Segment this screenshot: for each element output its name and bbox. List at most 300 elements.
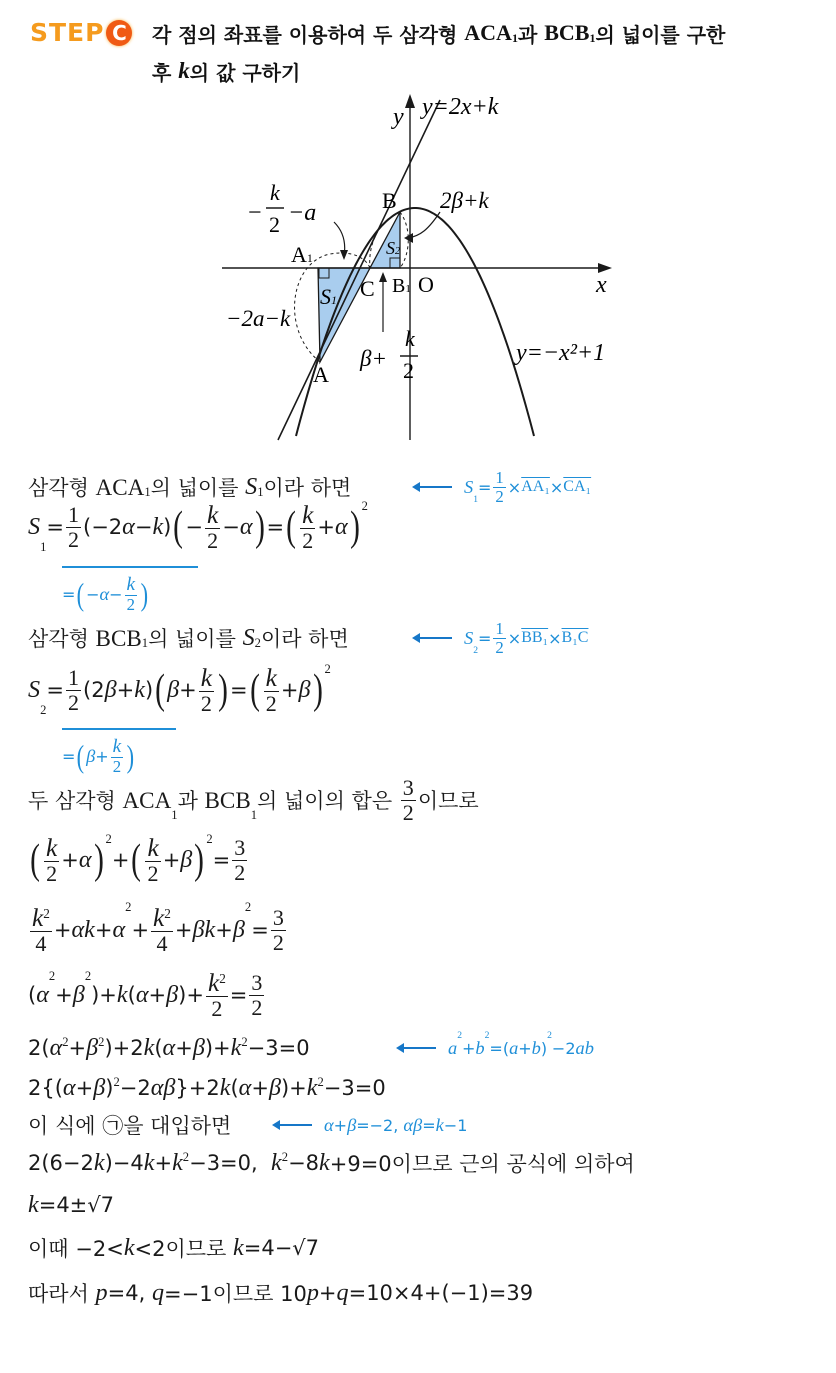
text-run: + bbox=[131, 918, 150, 942]
big-parenthesis: ( bbox=[173, 504, 184, 550]
math-variable: α bbox=[324, 1114, 334, 1135]
subscript: 1 bbox=[473, 494, 478, 505]
text-run: ( bbox=[127, 983, 136, 1007]
fraction-denominator bbox=[146, 862, 161, 885]
math-variable: k bbox=[435, 1114, 444, 1135]
underline-s2 bbox=[62, 728, 176, 730]
ca1-length-k: k bbox=[270, 180, 280, 205]
math-variable: k bbox=[112, 735, 122, 757]
fraction-numerator bbox=[271, 906, 286, 930]
big-parenthesis: ( bbox=[77, 576, 85, 612]
step-letter-circle: C bbox=[106, 20, 132, 46]
text-run: 2 bbox=[211, 996, 223, 1022]
solution-line bbox=[28, 1110, 231, 1140]
math-variable: α bbox=[162, 1034, 176, 1061]
fraction bbox=[30, 905, 52, 956]
math-variable: k bbox=[134, 676, 145, 703]
superscript: 2 bbox=[113, 1075, 120, 1089]
text-run: ) bbox=[105, 1076, 114, 1100]
superscript: 2 bbox=[457, 1030, 462, 1041]
area-s1-label: S1 bbox=[320, 284, 337, 309]
fraction-numerator bbox=[44, 835, 59, 863]
big-parenthesis: ) bbox=[218, 667, 228, 713]
fraction-numerator bbox=[30, 905, 52, 933]
text-run: 2 bbox=[46, 861, 58, 887]
text-run: }+2 bbox=[175, 1076, 220, 1100]
fraction-denominator bbox=[264, 692, 279, 715]
math-variable: α bbox=[99, 583, 110, 604]
text-run: × bbox=[548, 628, 562, 648]
big-parenthesis: ) bbox=[194, 837, 205, 883]
fraction-denominator bbox=[300, 529, 315, 552]
side-note bbox=[416, 618, 588, 658]
math-roman: BCB bbox=[204, 786, 251, 813]
fraction bbox=[206, 970, 228, 1021]
math-variable: β bbox=[347, 1114, 357, 1135]
solution-line bbox=[28, 1233, 319, 1263]
math-variable: k bbox=[265, 663, 277, 692]
text-run: 2 bbox=[272, 929, 284, 955]
text-run: + bbox=[251, 1076, 269, 1100]
fraction bbox=[493, 469, 505, 505]
math-variable: αβ bbox=[150, 1074, 176, 1101]
text-run: = bbox=[230, 678, 248, 702]
fraction bbox=[205, 502, 220, 553]
math-variable: α bbox=[239, 513, 253, 540]
overline-segment: AA₁ bbox=[521, 478, 550, 495]
math-variable: k bbox=[219, 1074, 231, 1101]
text-run: =4, bbox=[107, 1281, 152, 1305]
text-run: 2 bbox=[251, 994, 263, 1020]
text-run: = bbox=[212, 848, 231, 872]
math-variable: a bbox=[448, 1037, 458, 1058]
math-variable: b bbox=[475, 1037, 485, 1058]
math-variable: α bbox=[334, 513, 348, 540]
text-run: )−4 bbox=[104, 1151, 144, 1175]
math-variable: k bbox=[302, 500, 314, 529]
solution-line bbox=[28, 967, 266, 1023]
text-run: <2이므로 bbox=[134, 1237, 234, 1261]
big-parenthesis: ) bbox=[140, 576, 149, 612]
text-run: −2 bbox=[551, 1038, 576, 1058]
ca1-length-2: 2 bbox=[269, 212, 280, 237]
subscript: 1 bbox=[250, 808, 258, 822]
math-variable: β bbox=[72, 981, 85, 1008]
math-variable: β bbox=[167, 676, 180, 703]
big-parenthesis: ( bbox=[30, 837, 40, 883]
math-variable: β bbox=[104, 676, 117, 703]
text-run: 의 값 구하기 bbox=[189, 60, 301, 85]
side-note bbox=[400, 1028, 594, 1068]
y-axis-label: y bbox=[393, 104, 404, 130]
point-b-label: B bbox=[382, 188, 397, 213]
side-note bbox=[276, 1105, 467, 1145]
text-run: −1 bbox=[443, 1115, 468, 1135]
text-run: = bbox=[478, 477, 492, 497]
text-run: × bbox=[549, 477, 564, 497]
math-variable: S bbox=[28, 513, 41, 540]
math-variable: k bbox=[178, 58, 190, 83]
fraction-denominator bbox=[205, 529, 220, 552]
math-variable: α bbox=[49, 1034, 63, 1061]
triangle-s2 bbox=[370, 212, 400, 268]
x-axis-label: x bbox=[596, 272, 607, 298]
text-run: 4 bbox=[156, 931, 168, 957]
underline-s1 bbox=[62, 566, 198, 568]
arrow-left-icon bbox=[400, 1047, 436, 1049]
superscript: 2 bbox=[206, 832, 213, 846]
text-run: 2 bbox=[495, 637, 504, 657]
text-run: ) bbox=[144, 678, 154, 702]
fraction-numerator bbox=[300, 502, 315, 530]
fraction-numerator bbox=[66, 666, 81, 690]
text-run: =( bbox=[489, 1038, 510, 1058]
text-run: ( bbox=[28, 983, 37, 1007]
fraction-numerator bbox=[493, 469, 505, 488]
point-a1-label: A1 bbox=[291, 242, 313, 267]
parabola-curve bbox=[296, 208, 534, 436]
text-run: + bbox=[154, 1151, 173, 1175]
math-variable: β bbox=[86, 1034, 99, 1061]
text-run: + bbox=[175, 1036, 193, 1060]
fraction-denominator bbox=[249, 996, 264, 1019]
math-roman: BCB bbox=[544, 20, 590, 45]
text-run: + bbox=[68, 1036, 87, 1060]
math-variable: p bbox=[306, 1279, 319, 1306]
subscript: 2 bbox=[254, 636, 261, 650]
text-run: 1 bbox=[495, 618, 504, 638]
text-run: 의 넓이를 bbox=[150, 476, 246, 500]
fraction-numerator bbox=[232, 836, 247, 860]
math-variable: β bbox=[298, 676, 311, 703]
origin-label: O bbox=[418, 272, 434, 297]
text-run: )+ bbox=[91, 983, 117, 1007]
fraction-denominator bbox=[33, 932, 48, 955]
text-run: −2 bbox=[119, 1076, 151, 1100]
text-run: 따라서 bbox=[28, 1282, 96, 1306]
fraction-denominator bbox=[493, 488, 505, 506]
text-run: − bbox=[109, 584, 123, 604]
text-run: 두 삼각형 bbox=[28, 789, 123, 813]
overline-segment: BB₁ bbox=[521, 629, 549, 646]
fraction-numerator bbox=[493, 620, 505, 639]
text-run: 2 bbox=[265, 691, 277, 717]
math-variable: k bbox=[153, 903, 165, 932]
math-variable: k bbox=[200, 663, 213, 692]
math-roman: ACA bbox=[122, 786, 172, 813]
math-variable: β bbox=[268, 1074, 281, 1101]
text-run: )+2 bbox=[104, 1036, 144, 1060]
fraction-numerator bbox=[151, 905, 173, 933]
step-word: STEP bbox=[30, 18, 105, 47]
text-run: + bbox=[215, 918, 233, 942]
math-variable: α bbox=[62, 1074, 76, 1101]
superscript: 2 bbox=[547, 1030, 552, 1041]
overline-segment: B₁C bbox=[561, 629, 589, 646]
math-variable: S bbox=[464, 476, 474, 497]
text-run: ( bbox=[230, 1076, 239, 1100]
subscript: 1 bbox=[40, 540, 47, 554]
fraction bbox=[125, 575, 138, 614]
area-s2-label: S2 bbox=[386, 238, 400, 258]
text-run: 각 점의 좌표를 이용하여 두 삼각형 bbox=[152, 22, 465, 47]
text-run: 2 bbox=[234, 859, 246, 885]
text-run: 3 bbox=[402, 775, 414, 801]
text-run: = bbox=[266, 515, 285, 539]
math-variable: α bbox=[36, 981, 49, 1008]
solution-line bbox=[28, 660, 331, 720]
fraction-numerator bbox=[145, 835, 160, 863]
math-variable: αk bbox=[71, 916, 95, 943]
big-parenthesis: ) bbox=[254, 504, 265, 550]
big-parenthesis: ) bbox=[93, 837, 104, 883]
fraction bbox=[151, 905, 173, 956]
text-run: )+ bbox=[280, 1076, 307, 1100]
math-variable: β bbox=[180, 846, 193, 873]
text-run: 후 bbox=[152, 60, 179, 85]
text-run: =10×4+(−1)=39 bbox=[348, 1281, 534, 1305]
fraction bbox=[111, 737, 124, 776]
text-run: + bbox=[94, 918, 113, 942]
point-a-label: A bbox=[313, 362, 329, 387]
text-run: 1 bbox=[495, 467, 504, 487]
fraction-numerator bbox=[206, 970, 228, 998]
fraction bbox=[66, 503, 81, 550]
subscript: 2 bbox=[40, 703, 47, 717]
text-run: = bbox=[422, 1115, 436, 1135]
text-run: = bbox=[62, 746, 76, 766]
arrow-left-icon bbox=[416, 637, 452, 639]
text-run: + bbox=[174, 918, 193, 942]
text-run: −3=0, bbox=[189, 1151, 272, 1175]
cb1-length-k: k bbox=[405, 326, 415, 351]
text-run: + bbox=[75, 1076, 94, 1100]
bb1-length-label: 2β+k bbox=[440, 188, 489, 213]
text-run: 2( bbox=[28, 1036, 50, 1060]
fraction-numerator bbox=[401, 776, 416, 800]
text-run: 2 bbox=[302, 528, 314, 554]
math-variable: q bbox=[336, 1279, 349, 1306]
text-run: × bbox=[507, 628, 522, 648]
text-run: 이므로 bbox=[417, 789, 479, 813]
fraction bbox=[300, 502, 315, 553]
text-run: + bbox=[317, 515, 335, 539]
math-variable: S bbox=[242, 624, 255, 651]
text-run: 2(6−2 bbox=[28, 1151, 94, 1175]
text-run: + bbox=[280, 678, 299, 702]
text-run: + bbox=[518, 1038, 532, 1058]
fraction bbox=[271, 906, 286, 953]
math-variable: α bbox=[135, 981, 149, 1008]
fraction-denominator bbox=[493, 639, 505, 657]
text-run: 이라 하면 bbox=[263, 476, 352, 500]
text-run: 4 bbox=[35, 931, 47, 957]
big-parenthesis: ) bbox=[349, 504, 360, 550]
superscript: 2 bbox=[98, 1035, 105, 1049]
solution-hint-line bbox=[62, 734, 136, 778]
arrow-left-icon bbox=[416, 486, 452, 488]
point-b1-label: B1 bbox=[392, 275, 411, 297]
solution-line bbox=[28, 775, 479, 825]
ca1-length-tail: −a bbox=[288, 200, 317, 226]
solution-line bbox=[28, 1278, 533, 1308]
text-run: + bbox=[95, 746, 109, 766]
text-run: 의 넓이를 bbox=[148, 627, 243, 651]
solution-line bbox=[28, 497, 368, 557]
superscript: 2 bbox=[219, 970, 226, 986]
text-run: =4±√7 bbox=[38, 1193, 115, 1217]
side-note bbox=[416, 467, 591, 507]
text-run: 2 bbox=[495, 486, 504, 506]
text-run: =4−√7 bbox=[243, 1236, 320, 1260]
solution-line bbox=[28, 1190, 114, 1220]
aa1-length-label: −2a−k bbox=[226, 306, 291, 331]
text-run: 2 bbox=[207, 528, 219, 554]
superscript: 2 bbox=[244, 900, 252, 914]
text-run: (−2 bbox=[83, 515, 123, 539]
point-c-label: C bbox=[360, 276, 375, 301]
superscript: 2 bbox=[48, 969, 56, 983]
text-run: 2 bbox=[402, 799, 414, 825]
subscript: 1 bbox=[589, 31, 596, 45]
ca1-length-minus: − bbox=[248, 200, 262, 226]
text-run: + bbox=[55, 983, 73, 1007]
text-run: 의 넓이의 합은 bbox=[257, 789, 399, 813]
math-variable: k bbox=[147, 833, 159, 862]
text-run: 2{( bbox=[28, 1076, 63, 1100]
math-variable: αβ bbox=[403, 1114, 423, 1135]
superscript: 2 bbox=[62, 1035, 69, 1049]
text-run: + bbox=[318, 1281, 337, 1305]
fraction-numerator bbox=[264, 665, 279, 693]
math-variable: βk bbox=[192, 916, 216, 943]
superscript: 2 bbox=[43, 905, 50, 921]
text-run: 이라 하면 bbox=[260, 627, 349, 651]
math-variable: β bbox=[93, 1074, 106, 1101]
text-run: 의 넓이를 구한 bbox=[595, 22, 726, 47]
solution-line bbox=[28, 830, 249, 890]
big-parenthesis: ( bbox=[249, 667, 260, 713]
text-run: −3=0 bbox=[323, 1076, 386, 1100]
text-run: 1 bbox=[67, 665, 80, 691]
fraction-numerator bbox=[125, 575, 138, 596]
text-run: (2 bbox=[83, 678, 105, 702]
math-variable: S bbox=[245, 473, 258, 500]
overline-segment: CA₁ bbox=[563, 478, 592, 495]
math-variable: k bbox=[207, 968, 220, 997]
math-variable: k bbox=[123, 1234, 135, 1261]
text-run: + bbox=[462, 1038, 476, 1058]
math-variable: k bbox=[143, 1034, 155, 1061]
text-run: = bbox=[478, 628, 492, 648]
text-run: ) bbox=[163, 515, 172, 539]
fraction-denominator bbox=[44, 862, 59, 885]
fraction bbox=[44, 835, 59, 886]
text-run: × bbox=[507, 477, 522, 497]
math-variable: S bbox=[28, 676, 41, 703]
text-run: + bbox=[53, 918, 72, 942]
text-run: + bbox=[61, 848, 79, 872]
fraction bbox=[249, 971, 264, 1018]
math-variable: β bbox=[86, 745, 96, 766]
fraction bbox=[66, 666, 81, 713]
cb1-length-2: 2 bbox=[403, 358, 414, 383]
math-roman: BCB bbox=[95, 624, 142, 651]
solution-line bbox=[28, 1033, 310, 1063]
text-run: 2 bbox=[200, 691, 212, 717]
subscript: 1 bbox=[257, 485, 264, 499]
text-run: ) bbox=[540, 1038, 548, 1058]
math-variable: k bbox=[32, 903, 44, 932]
big-parenthesis: ) bbox=[312, 667, 323, 713]
math-variable: k bbox=[233, 1234, 244, 1261]
math-variable: α bbox=[122, 513, 135, 540]
math-variable: a bbox=[509, 1037, 519, 1058]
math-variable: k bbox=[230, 1034, 242, 1061]
text-run: − bbox=[86, 584, 100, 604]
math-variable: k bbox=[271, 1149, 282, 1176]
line-equation-label: y=2x+k bbox=[422, 94, 499, 120]
text-run: + bbox=[333, 1115, 348, 1135]
fraction-denominator bbox=[125, 596, 137, 614]
text-run: 2 bbox=[147, 861, 159, 887]
parabola-equation-label: y=−x²+1 bbox=[516, 340, 606, 366]
text-run: −8 bbox=[288, 1151, 320, 1175]
math-variable: k bbox=[172, 1149, 183, 1176]
big-parenthesis: ( bbox=[286, 504, 297, 550]
fraction bbox=[145, 835, 160, 886]
subscript: 2 bbox=[473, 645, 478, 656]
cb1-length-head: β+ bbox=[360, 346, 387, 371]
superscript: 2 bbox=[361, 499, 368, 513]
superscript: 2 bbox=[164, 905, 171, 921]
text-run: 과 bbox=[517, 22, 545, 47]
math-variable: β bbox=[166, 981, 179, 1008]
text-run: ( bbox=[154, 1036, 163, 1060]
text-run: 3 bbox=[251, 970, 263, 996]
big-parenthesis: ( bbox=[77, 738, 85, 774]
fraction-denominator bbox=[66, 528, 81, 551]
math-variable: q bbox=[151, 1279, 165, 1306]
text-run: + bbox=[179, 678, 197, 702]
superscript: 2 bbox=[241, 1035, 248, 1049]
solution-hint-line bbox=[62, 574, 150, 614]
big-parenthesis: ( bbox=[155, 667, 166, 713]
dashed-arc-b bbox=[400, 212, 408, 268]
math-roman: ACA bbox=[464, 20, 512, 45]
fraction bbox=[493, 620, 505, 656]
text-run: =−1이므로 10 bbox=[164, 1282, 307, 1306]
text-run: = bbox=[251, 918, 269, 942]
fraction-numerator bbox=[66, 503, 81, 527]
text-run: − bbox=[185, 515, 203, 539]
fraction bbox=[401, 776, 416, 823]
superscript: 2 bbox=[324, 662, 331, 676]
math-variable: k bbox=[319, 1149, 330, 1176]
math-variable: k bbox=[116, 981, 128, 1008]
text-run: =−2, bbox=[356, 1115, 404, 1135]
fraction-denominator bbox=[401, 801, 416, 824]
fraction-denominator bbox=[232, 861, 247, 884]
text-run: = bbox=[62, 584, 76, 604]
fraction-denominator bbox=[111, 758, 123, 776]
math-variable: k bbox=[206, 500, 219, 529]
text-run: 3 bbox=[234, 835, 246, 861]
superscript: 2 bbox=[484, 1030, 490, 1041]
text-run: 3 bbox=[272, 905, 284, 931]
math-variable: k bbox=[93, 1149, 105, 1176]
fraction bbox=[199, 665, 214, 716]
